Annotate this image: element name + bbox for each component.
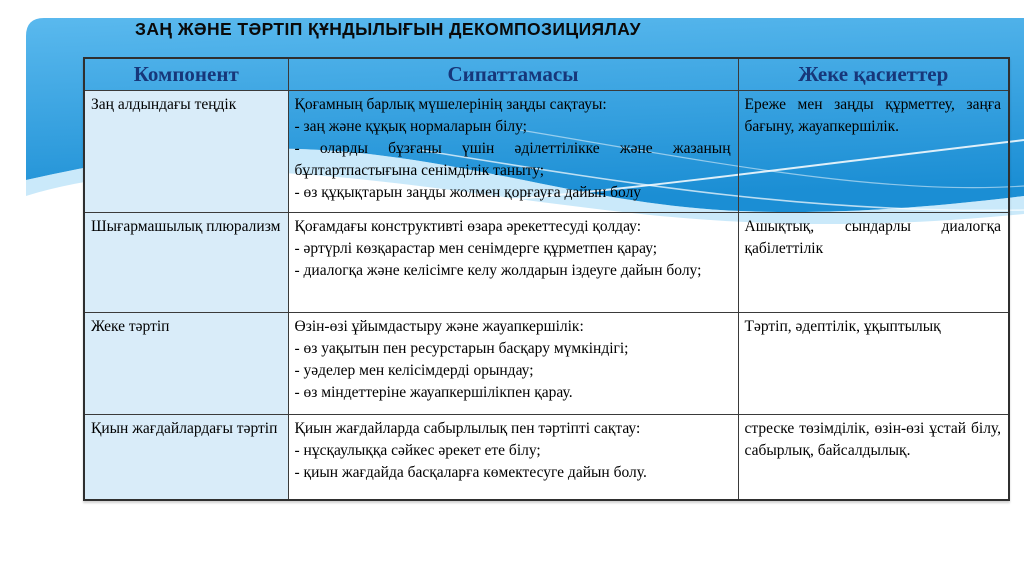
description-line: - әртүрлі көзқарастар мен сенімдерге құрметпен қарау; [294,240,658,257]
component-text: Шығармашылық плюрализм [91,218,281,235]
component-cell [84,91,288,213]
component-cell [84,213,288,313]
decomposition-table [83,57,1010,501]
slide-title: ЗАҢ ЖӘНЕ ТӘРТІП ҚҰНДЫЛЫҒЫН ДЕКОМПОЗИЦИЯЛАУ [135,19,641,39]
component-cell [84,313,288,415]
description-cell [288,415,738,500]
table-row [84,213,1009,313]
description-line: - өз уақытын пен ресурстарын басқару мүмкіндігі; [294,340,629,357]
qualities-cell [738,213,1009,313]
component-text: Жеке тәртіп [91,318,170,335]
qualities-cell [738,415,1009,500]
qualities-text: Ереже мен заңды құрметтеу, заңға бағыну, жауапкершілік. [744,96,1001,135]
column-header-description: Сипаттамасы [288,58,738,91]
description-line: - нұсқаулыққа сәйкес әрекет ете білу; [294,442,541,459]
component-text: Қиын жағдайлардағы тәртіп [91,420,278,437]
column-header-component: Компонент [84,58,288,91]
description-line: Қоғамдағы конструктивті өзара әрекеттесуді қолдау: [294,218,642,235]
description-line: - заң және құқық нормаларын білу; [294,118,527,135]
description-line: - өз міндеттеріне жауапкершілікпен қарау. [294,384,573,401]
table-row [84,313,1009,415]
component-text: Заң алдындағы теңдік [91,96,237,113]
description-line: Қоғамның барлық мүшелерінің заңды сақтауы: [294,96,607,113]
qualities-text: стреске төзімділік, өзін-өзі ұстай білу, сабырлық, байсалдылық. [744,420,1001,459]
description-line: - диалогқа және келісімге келу жолдарын іздеуге дайын болу; [294,262,702,279]
qualities-text: Ашықтық, сындарлы диалогқа қабілеттілік [744,218,1001,257]
description-cell [288,91,738,213]
column-header-qualities: Жеке қасиеттер [738,58,1009,91]
description-line: Қиын жағдайларда сабырлылық пен тәртіпті сақтау: [294,420,641,437]
table-header-row [84,58,1009,91]
description-line: - қиын жағдайда басқаларға көмектесуге дайын болу. [294,464,647,481]
table-row [84,91,1009,213]
table-row [84,415,1009,500]
qualities-cell [738,91,1009,213]
description-line: - оларды бұзғаны үшін әділеттілікке және жазаның бұлтартпастығына сенімділік таныту; [294,140,731,179]
description-line: - өз құқықтарын заңды жолмен қорғауға дайын болу [294,184,642,201]
description-cell [288,213,738,313]
qualities-text: Тәртіп, әдептілік, ұқыптылық [744,318,941,335]
description-cell [288,313,738,415]
description-line: - уәделер мен келісімдерді орындау; [294,362,534,379]
description-line: Өзін-өзі ұйымдастыру және жауапкершілік: [294,318,584,335]
component-cell [84,415,288,500]
qualities-cell [738,313,1009,415]
